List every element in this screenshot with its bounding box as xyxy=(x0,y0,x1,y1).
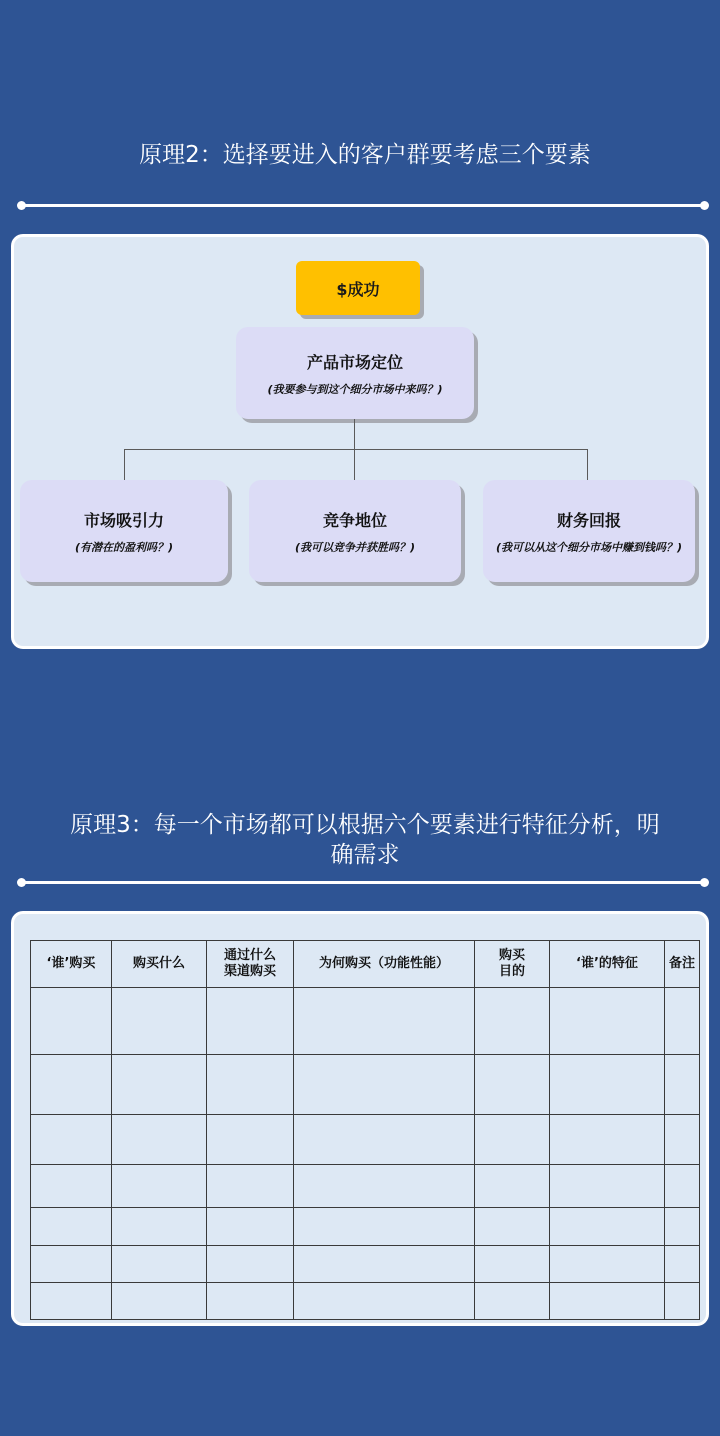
section-2-title xyxy=(40,810,690,870)
hierarchy-panel xyxy=(11,234,709,649)
table-cell xyxy=(31,1283,112,1320)
header-purchase-channel: 通过什么 渠道购买 xyxy=(207,941,294,988)
table-cell xyxy=(475,1246,550,1283)
table-cell xyxy=(294,1246,475,1283)
table-cell xyxy=(475,1115,550,1165)
table-cell xyxy=(31,1246,112,1283)
node-title: 财务回报 xyxy=(556,510,621,530)
node-competitive-position xyxy=(249,480,461,582)
connector-line xyxy=(587,449,588,480)
section-2-divider xyxy=(21,881,705,884)
table-cell xyxy=(112,1283,207,1320)
table-cell xyxy=(665,1055,700,1115)
table-cell xyxy=(294,1208,475,1246)
node-financial-return xyxy=(483,480,695,582)
header-what-to-buy: 购买什么 xyxy=(112,941,207,988)
table-cell xyxy=(294,1115,475,1165)
table-cell xyxy=(207,1115,294,1165)
table-cell xyxy=(665,1115,700,1165)
table-cell xyxy=(550,1208,665,1246)
header-remarks: 备注 xyxy=(665,941,700,988)
table-row xyxy=(31,1208,700,1246)
table-cell xyxy=(665,1246,700,1283)
table-cell xyxy=(475,1208,550,1246)
table-row xyxy=(31,1165,700,1208)
section-2-title-line-1: 原理3：每一个市场都可以根据六个要素进行特征分析，明 xyxy=(70,812,660,838)
connector-line xyxy=(124,449,588,450)
node-subtitle: (我可以从这个细分市场中赚到钱吗？) xyxy=(495,540,683,554)
analysis-table-panel xyxy=(11,911,709,1326)
table-body xyxy=(31,988,700,1320)
table-cell xyxy=(550,1283,665,1320)
table-cell xyxy=(550,1055,665,1115)
table-cell xyxy=(550,1165,665,1208)
header-purchase-purpose: 购买 目的 xyxy=(475,941,550,988)
table-cell xyxy=(294,1165,475,1208)
table-cell xyxy=(665,1283,700,1320)
header-why-buy: 为何购买（功能性能） xyxy=(294,941,475,988)
table-row xyxy=(31,1055,700,1115)
table-cell xyxy=(31,988,112,1055)
connector-line xyxy=(354,419,355,451)
node-subtitle: (有潜在的盈利吗？) xyxy=(74,540,174,554)
node-title: 产品市场定位 xyxy=(306,352,403,372)
header-who-characteristics: ‘谁’的特征 xyxy=(550,941,665,988)
table-cell xyxy=(31,1055,112,1115)
table-cell xyxy=(112,1165,207,1208)
table-cell xyxy=(112,1115,207,1165)
header-who-buys: ‘谁’购买 xyxy=(31,941,112,988)
table-cell xyxy=(550,1115,665,1165)
connector-line xyxy=(124,449,125,480)
section-1-title: 原理2：选择要进入的客户群要考虑三个要素 xyxy=(139,142,591,168)
table-cell xyxy=(31,1208,112,1246)
node-market-attractiveness xyxy=(20,480,228,582)
table-cell xyxy=(112,1208,207,1246)
table-cell xyxy=(294,988,475,1055)
table-cell xyxy=(207,988,294,1055)
table-cell xyxy=(475,988,550,1055)
table-row xyxy=(31,988,700,1055)
table-cell xyxy=(207,1283,294,1320)
node-title: 市场吸引力 xyxy=(83,510,164,530)
section-1-divider xyxy=(21,204,705,207)
table-row xyxy=(31,1246,700,1283)
table-cell xyxy=(475,1165,550,1208)
table-cell xyxy=(475,1055,550,1115)
success-box: $成功 xyxy=(296,261,420,315)
node-product-market-positioning xyxy=(236,327,474,419)
table-cell xyxy=(112,1246,207,1283)
node-subtitle: (我要参与到这个细分市场中来吗？) xyxy=(267,382,443,396)
analysis-table xyxy=(30,940,700,1320)
table-cell xyxy=(665,1208,700,1246)
table-row xyxy=(31,1115,700,1165)
node-title: 竞争地位 xyxy=(322,510,387,530)
table-cell xyxy=(294,1283,475,1320)
table-cell xyxy=(475,1283,550,1320)
table-cell xyxy=(665,1165,700,1208)
table-cell xyxy=(31,1165,112,1208)
connector-line xyxy=(354,449,355,480)
table-cell xyxy=(665,988,700,1055)
table-cell xyxy=(31,1115,112,1165)
table-cell xyxy=(207,1246,294,1283)
table-cell xyxy=(207,1055,294,1115)
section-2-title-line-2: 确需求 xyxy=(330,842,400,868)
node-subtitle: (我可以竞争并获胜吗？) xyxy=(294,540,416,554)
table-cell xyxy=(550,1246,665,1283)
table-cell xyxy=(112,988,207,1055)
table-cell xyxy=(112,1055,207,1115)
table-row xyxy=(31,1283,700,1320)
table-header-row xyxy=(31,941,700,988)
table-cell xyxy=(550,988,665,1055)
table-cell xyxy=(207,1208,294,1246)
table-cell xyxy=(207,1165,294,1208)
table-cell xyxy=(294,1055,475,1115)
